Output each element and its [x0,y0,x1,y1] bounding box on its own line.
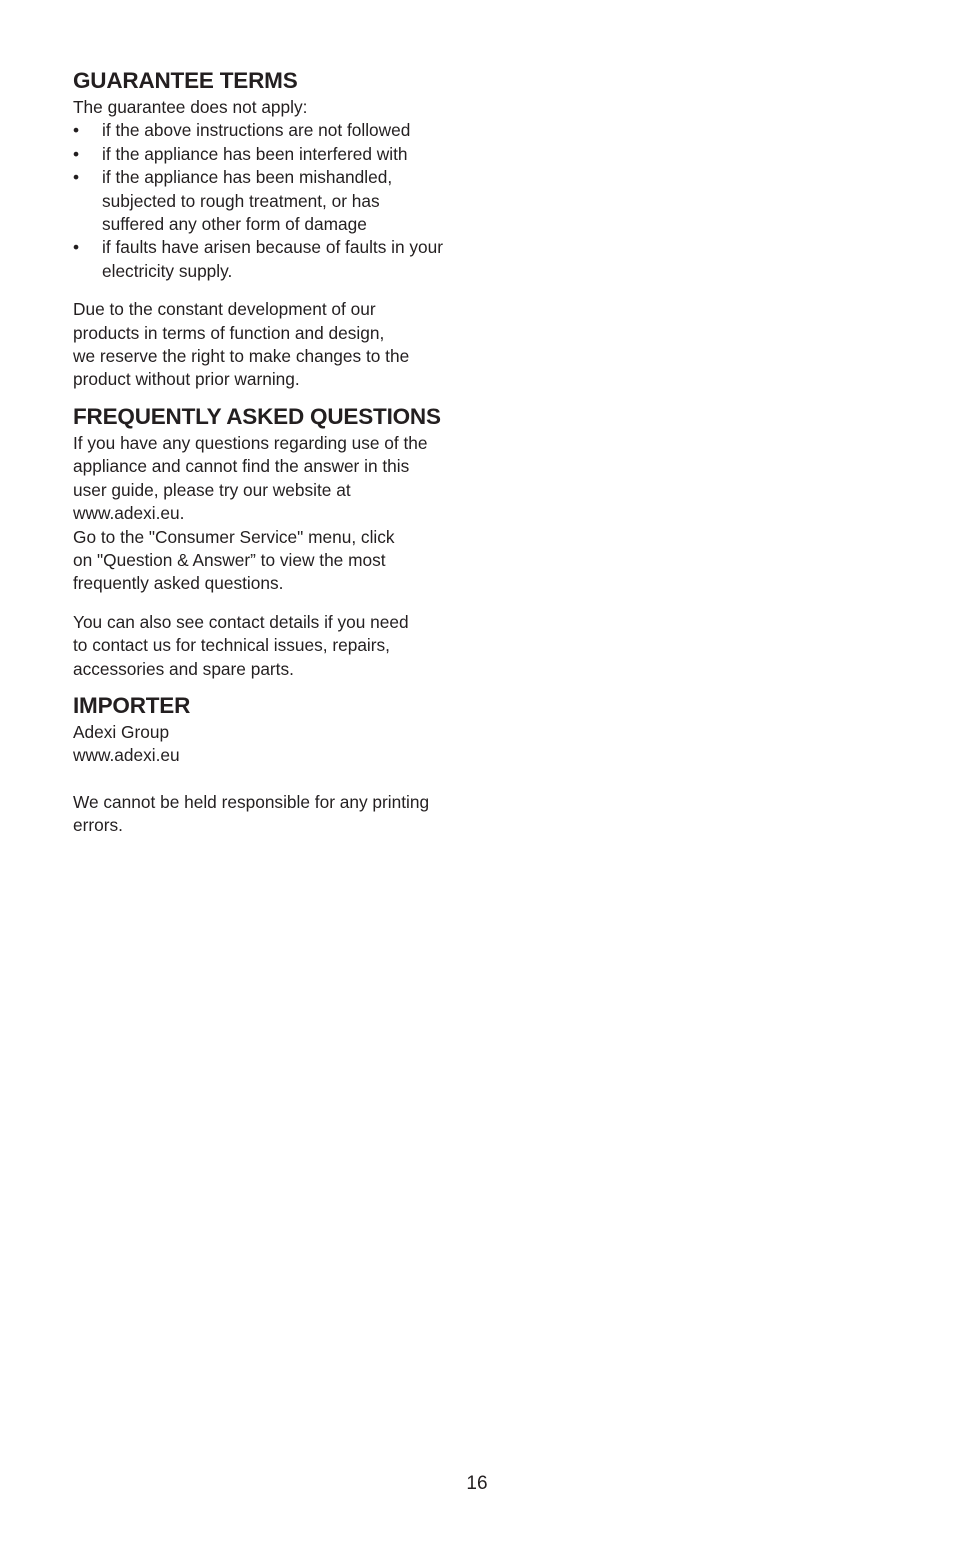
list-item-line: if faults have arisen because of faults in your [102,237,444,258]
paragraph-line: accessories and spare parts. [73,658,294,679]
paragraph-line: Go to the "Consumer Service" menu, click [73,526,395,547]
paragraph-line: www.adexi.eu. [73,503,185,524]
contact-paragraph [73,611,473,681]
paragraph-line: You can also see contact details if you need [73,611,409,632]
disclaimer-paragraph [73,791,473,838]
bullet-marker: • [73,120,80,141]
list-item-line: suffered any other form of damage [102,214,367,235]
list-item-line: if the above instructions are not followed [102,120,411,141]
paragraph-line: Due to the constant development of our [73,299,376,320]
paragraph-line: we reserve the right to make changes to the [73,346,410,367]
importer-website: www.adexi.eu [73,745,180,766]
development-paragraph [73,298,473,392]
guarantee-heading: GUARANTEE TERMS [73,68,298,93]
guarantee-exclusions-list [73,119,473,283]
list-item-line: if the appliance has been mishandled, [102,167,393,188]
importer-heading: IMPORTER [73,692,191,718]
list-item [73,119,473,142]
paragraph-line: We cannot be held responsible for any printing [73,791,430,812]
paragraph-line: to contact us for technical issues, repairs, [73,635,390,656]
paragraph-line: products in terms of function and design, [73,322,385,343]
page-number: 16 [466,1473,488,1494]
paragraph-line: user guide, please try our website at [73,479,351,500]
paragraph-line: appliance and cannot find the answer in this [73,456,410,477]
paragraph-line: If you have any questions regarding use of the [73,432,428,453]
guarantee-section [73,66,473,392]
paragraph-line: frequently asked questions. [73,573,284,594]
bullet-marker: • [73,237,80,258]
bullet-marker: • [73,167,80,188]
importer-section [73,691,473,838]
paragraph-line: errors. [73,815,123,836]
bullet-marker: • [73,143,80,164]
list-item-line: if the appliance has been interfered with [102,143,408,164]
guarantee-intro: The guarantee does not apply: [73,97,308,117]
list-item [73,143,473,166]
paragraph-line: product without prior warning. [73,369,300,390]
list-item-line: subjected to rough treatment, or has [102,190,380,211]
content-column [73,66,473,838]
list-item [73,166,473,236]
importer-company: Adexi Group [73,721,170,742]
faq-heading: FREQUENTLY ASKED QUESTIONS [73,403,441,429]
paragraph-line: on "Question & Answer” to view the most [73,549,386,570]
list-item-line: electricity supply. [102,260,233,281]
faq-section [73,402,473,681]
list-item [73,236,473,283]
faq-paragraph [73,432,473,596]
